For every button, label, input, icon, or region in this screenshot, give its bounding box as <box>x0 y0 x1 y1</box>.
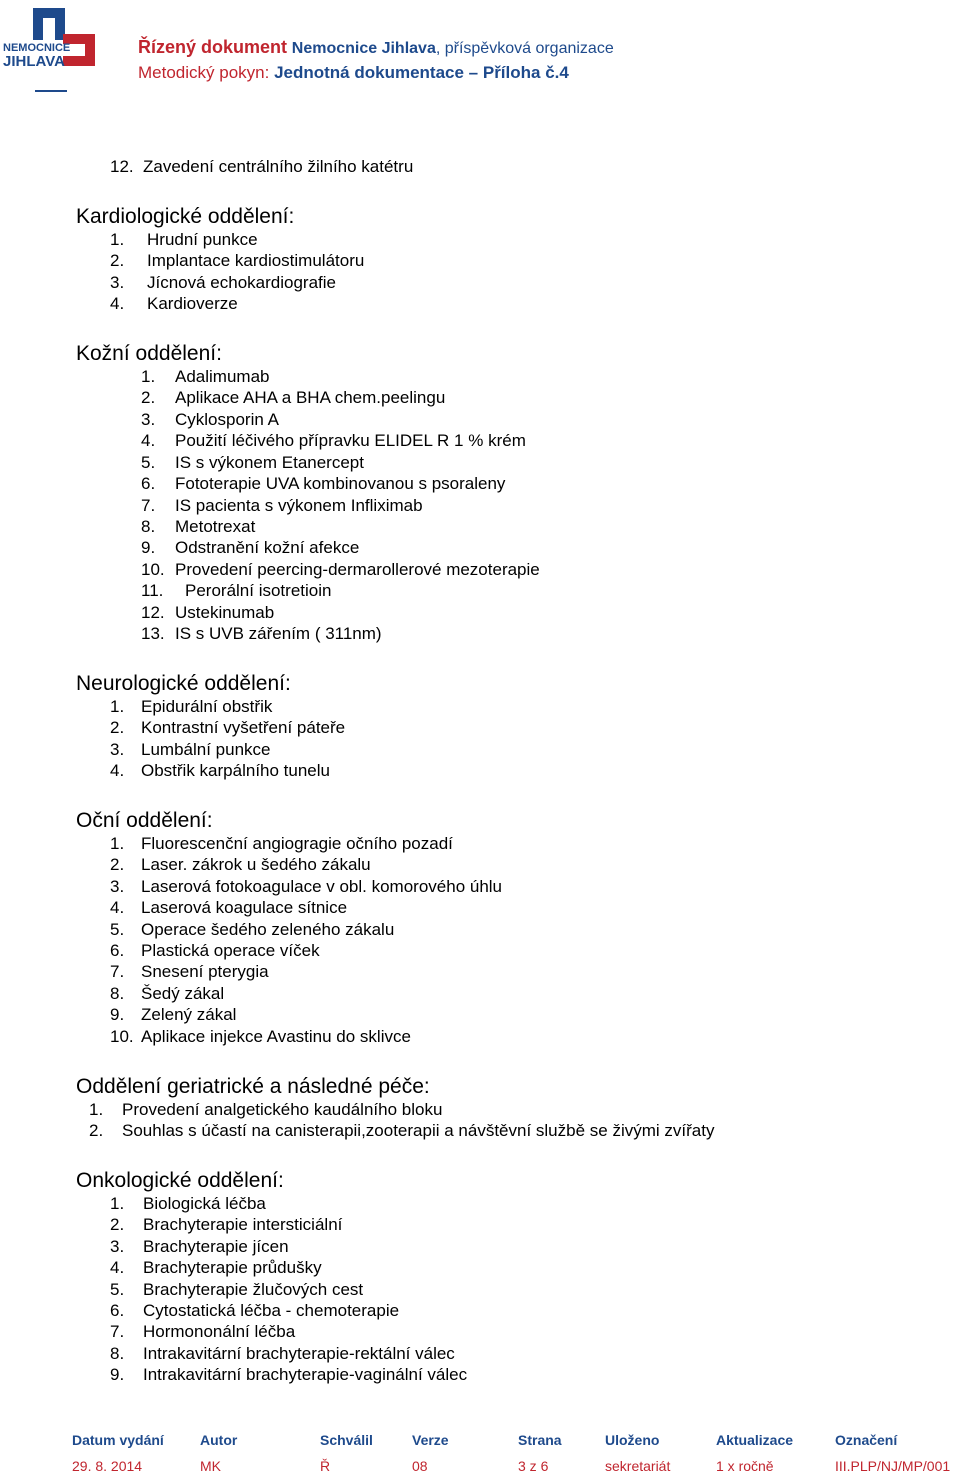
list-item: 2. Souhlas s účastí na canisterapii,zooterapii a návštěvní službě se živými zvířaty <box>89 1121 715 1140</box>
list-item: 2. Implantace kardiostimulátoru <box>110 251 365 270</box>
footer-label-update: Aktualizace <box>716 1432 794 1448</box>
org-suffix: , příspěvková organizace <box>435 40 614 57</box>
list-item: 1. Provedení analgetického kaudálního bloku <box>89 1100 443 1119</box>
list-item: 11. Perorální isotretioin <box>141 581 332 600</box>
footer-label-version: Verze <box>412 1432 449 1448</box>
list-item: 6. Cytostatická léčba - chemoterapie <box>110 1301 400 1320</box>
document-header <box>138 36 614 84</box>
footer-value-update: 1 x ročně <box>716 1458 774 1474</box>
list-item: 3. Jícnová echokardiografie <box>110 273 337 292</box>
section-title-onkologie: Onkologické oddělení: <box>76 1169 284 1192</box>
doc-title: Jednotná dokumentace – Příloha č.4 <box>274 63 569 82</box>
section-title-kozni: Kožní oddělení: <box>76 342 222 365</box>
list-item: 2. Kontrastní vyšetření páteře <box>110 718 346 737</box>
section-title-kardiologie: Kardiologické oddělení: <box>76 205 295 228</box>
list-item: 5. IS s výkonem Etanercept <box>141 453 364 472</box>
list-item: 1. Hrudní punkce <box>110 230 258 249</box>
list-item: 2. Brachyterapie intersticiální <box>110 1215 343 1234</box>
list-item: 1. Epidurální obstřik <box>110 697 273 716</box>
list-item: 3. Laserová fotokoagulace v obl. komorového úhlu <box>110 877 503 896</box>
footer-label-stored: Uloženo <box>605 1432 660 1448</box>
list-item: 6. Fototerapie UVA kombinovanou s psoraleny <box>141 474 506 493</box>
list-item: 9. Odstranění kožní afekce <box>141 538 360 557</box>
list-item: 5. Brachyterapie žlučových cest <box>110 1280 364 1299</box>
list-item: 1. Fluorescenční angiogragie očního pozadí <box>110 834 453 853</box>
footer-label-approved: Schválil <box>320 1432 373 1448</box>
footer-label-designation: Označení <box>835 1432 898 1448</box>
list-item: 4. Laserová koagulace sítnice <box>110 898 348 917</box>
list-item: 3. Lumbální punkce <box>110 740 271 759</box>
footer-value-stored: sekretariát <box>605 1458 671 1474</box>
footer-value-designation: III.PLP/NJ/MP/001 <box>835 1458 951 1474</box>
list-item: 7. Hormononální léčba <box>110 1322 296 1341</box>
list-item: 4. Brachyterapie průdušky <box>110 1258 322 1277</box>
list-item: 8. Intrakavitární brachyterapie-rektální válec <box>110 1344 455 1363</box>
section-title-neurologie: Neurologické oddělení: <box>76 672 291 695</box>
footer-value-page: 3 z 6 <box>518 1458 549 1474</box>
list-item: 1. Adalimumab <box>141 367 270 386</box>
org-name: Nemocnice Jihlava <box>291 40 436 57</box>
list-item: 3. Brachyterapie jícen <box>110 1237 289 1256</box>
footer-label-date: Datum vydání <box>72 1432 164 1448</box>
list-item: 10. Provedení peercing-dermarollerové mezoterapie <box>141 560 540 579</box>
list-item: 8. Šedý zákal <box>110 984 225 1003</box>
list-item: 6. Plastická operace víček <box>110 941 320 960</box>
doc-category: Metodický pokyn: <box>138 63 270 82</box>
list-item: 9. Intrakavitární brachyterapie-vaginální válec <box>110 1365 468 1384</box>
list-item: 13. IS s UVB zářením ( 311nm) <box>141 624 382 643</box>
footer-value-author: MK <box>200 1458 221 1474</box>
list-item: 7. IS pacienta s výkonem Infliximab <box>141 496 423 515</box>
list-item: 4. Použití léčivého přípravku ELIDEL R 1 % krém <box>141 431 526 450</box>
list-item: 10. Aplikace injekce Avastinu do sklivce <box>110 1027 411 1046</box>
section-title-ocni: Oční oddělení: <box>76 809 213 832</box>
list-item: 8. Metotrexat <box>141 517 256 536</box>
list-item: 9. Zelený zákal <box>110 1005 237 1024</box>
list-item: 7. Snesení pterygia <box>110 962 269 981</box>
footer-value-version: 08 <box>412 1458 428 1474</box>
list-item: 12. Ustekinumab <box>141 603 275 622</box>
list-item: 12. Zavedení centrálního žilního katétru <box>110 157 414 176</box>
footer-label-author: Autor <box>200 1432 238 1448</box>
list-item: 5. Operace šedého zeleného zákalu <box>110 920 395 939</box>
list-item: 3. Cyklosporin A <box>141 410 279 429</box>
section-title-geriatrie: Oddělení geriatrické a následné péče: <box>76 1075 430 1098</box>
footer-value-approved: Ř <box>320 1458 331 1474</box>
logo-text-line2: JIHLAVA <box>3 53 65 70</box>
list-item: 2. Aplikace AHA a BHA chem.peelingu <box>141 388 446 407</box>
footer-value-date: 29. 8. 2014 <box>72 1458 143 1474</box>
logo-text-line1: NEMOCNICE <box>3 42 71 54</box>
hospital-logo <box>3 4 99 94</box>
list-item: 2. Laser. zákrok u šedého zákalu <box>110 855 371 874</box>
footer-label-page: Strana <box>518 1432 562 1448</box>
list-item: 4. Obstřik karpálního tunelu <box>110 761 330 780</box>
list-item: 4. Kardioverze <box>110 294 238 313</box>
doc-type: Řízený dokument <box>138 37 288 57</box>
list-item: 1. Biologická léčba <box>110 1194 266 1213</box>
